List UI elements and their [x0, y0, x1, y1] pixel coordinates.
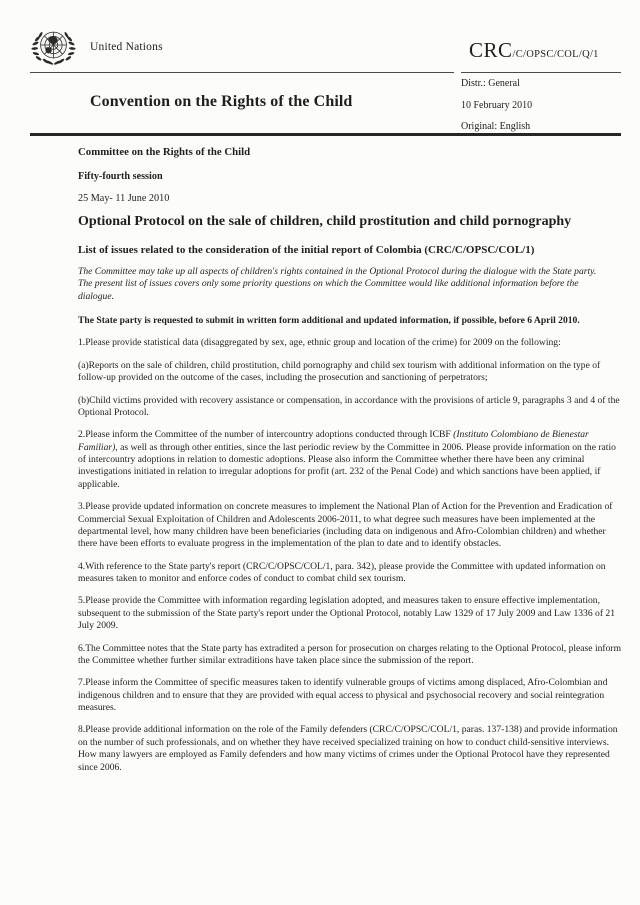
- org-name: United Nations: [90, 41, 163, 53]
- committee-note: The Committee may take up all aspects of children's rights contained in the Optional Protocol during the dialogue with the State party. The present list of issues covers only some priority questions on which the Committee would like additional information before the dialogue.: [78, 265, 597, 303]
- list-of-issues-heading: List of issues related to the consideration of the initial report of Colombia (CRC/C/OPSC/COL/1): [78, 243, 535, 256]
- paragraph-2: [78, 429, 622, 491]
- header-thick-rule: [30, 133, 621, 136]
- submission-note: The State party is requested to submit in written form additional and updated information, if possible, before 6 April 2010.: [78, 314, 580, 326]
- session-dates: 25 May- 11 June 2010: [78, 193, 170, 204]
- distr-line: Distr.: General: [461, 78, 520, 89]
- paragraph-1b: (b)Child victims provided with recovery assistance or compensation, in accordance with the provisions of article 9, paragraphs 3 and 4 of the Optional Protocol.: [78, 394, 620, 418]
- document-title: Convention on the Rights of the Child: [90, 93, 353, 110]
- date-line: 10 February 2010: [461, 100, 533, 111]
- protocol-heading: Optional Protocol on the sale of children, child prostitution and child pornography: [78, 214, 572, 229]
- paragraph-1: 1.Please provide statistical data (disaggregated by sex, age, ethnic group and location of the crime) for 2009 on the following:: [78, 337, 561, 349]
- committee-name: Committee on the Rights of the Child: [78, 146, 251, 158]
- document-symbol-main: CRC: [469, 38, 513, 62]
- paragraph-2-institution-name: (Instituto Colombiano de Bienestar Familiar),: [78, 429, 589, 453]
- document-symbol-suffix: /C/OPSC/COL/Q/1: [512, 49, 599, 60]
- paragraph-7: 7.Please inform the Committee of specific measures taken to identify vulnerable groups of victims among displaced, Afro-Colombian and indigenous children and to ensure that they are provided with equal access to physical and psychosocial recovery and social reintegration measures.: [78, 677, 608, 714]
- un-emblem-icon: [30, 26, 77, 75]
- paragraph-3: 3.Please provide updated information on concrete measures to implement the National Plan of Action for the Prevention and Eradication of Commercial Sexual Exploitation of Children and Adolescents 2006-2011, to what degree such measures have been implemented at the departmental level, how many children have been beneficiaries (including data on indigenous and Afro-Colombian children) and whether there have been efforts to evaluate progress in the implementation of the plan to date and to identify obstacles.: [78, 501, 613, 550]
- paragraph-6: 6.The Committee notes that the State party has extradited a person for prosecution on charges relating to the Optional Protocol, please inform the Committee whether further similar extraditions have taken place since the submission of the report.: [78, 642, 622, 666]
- paragraph-8: 8.Please provide additional information on the role of the Family defenders (CRC/C/OPSC/COL/1, paras. 137-138) and provide information on the number of such professionals, and on whether they have received specialized training on how to conduct child-sensitive interviews. How many lawyers are employed as Family defenders and how many victims of crimes under the Optional Protocol have they represented since 2006.: [78, 724, 618, 773]
- paragraph-5: 5.Please provide the Committee with information regarding legislation adopted, and measures taken to ensure effective implementation, subsequent to the submission of the State party's report under the Optional Protocol, notably Law 1329 of 17 July 2009 and Law 1336 of 21 July 2009.: [78, 595, 616, 632]
- paragraph-2-pre: 2.Please inform the Committee of the number of intercountry adoptions conducted through ICBF: [78, 429, 454, 441]
- document-body: [78, 142, 622, 774]
- header-rule-right: [461, 72, 621, 73]
- paragraph-1a: (a)Reports on the sale of children, child prostitution, child pornography and child sex tourism with additional information on the type of follow-up provided on the outcome of the cases, including the prosecution and sanctioning of perpetrators;: [78, 359, 601, 384]
- document-symbol: [469, 38, 599, 63]
- original-line: Original: English: [461, 121, 531, 132]
- paragraph-2-post: as well as through other entities, since the last periodic review by the Committee in 2006. Please provide information on the ratio of intercountry adoptions in relation to domestic adoptions. Please also inform the Committee whether there have been any criminal investigations initiated in relation to irregular adoptions for profit (art. 232 of the Penal Code) and which sanctions have been applied, if applicable.: [78, 441, 616, 490]
- session-title: Fifty-fourth session: [78, 171, 163, 182]
- header-rule-left: [30, 72, 454, 73]
- paragraph-4: 4.With reference to the State party's report (CRC/C/OPSC/COL/1, para. 342), please provide the Committee with updated information on measures taken to monitor and enforce codes of conduct to combat child sex tourism.: [78, 560, 606, 585]
